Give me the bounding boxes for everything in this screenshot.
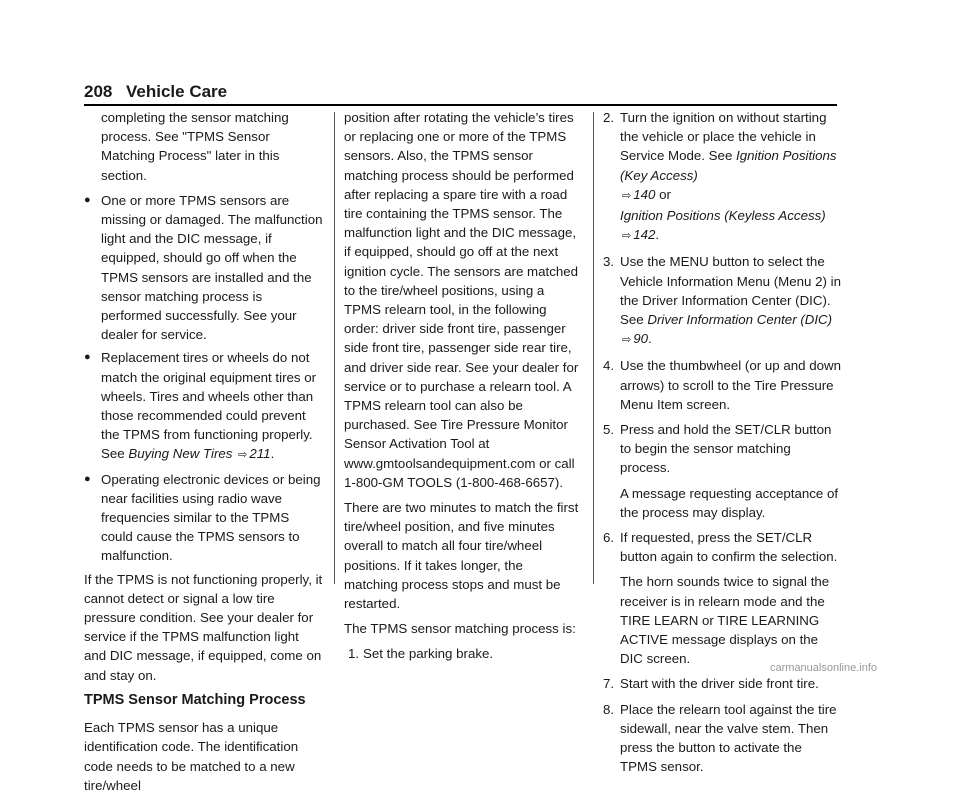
paragraph: If the TPMS is not functioning properly, it cannot detect or signal a low tire pressure condition. See your dealer for service if the TPMS malfunction light and DIC message, if equipped, come on and stay on. — [84, 571, 323, 683]
column-1 — [84, 108, 324, 801]
bullet-icon: ● — [84, 351, 91, 364]
step-item — [344, 644, 580, 663]
bullet-text: Replacement tires or wheels do not match the original equipment tires or wheels. Tires and wheels other than those recommended could prevent the TPMS from functioning properly. See — [101, 350, 317, 462]
cross-reference-link[interactable]: Ignition Positions (Keyless Access) — [620, 208, 826, 224]
step-text: Use the thumbwheel (or up and down arrows) to scroll to the Tire Pressure Menu Item screen. — [620, 358, 842, 412]
step-number: 3. — [603, 254, 615, 270]
step-text: Start with the driver side front tire. — [620, 676, 819, 692]
cross-reference-link[interactable]: Ignition Positions (Key Access) — [620, 148, 837, 183]
bullet-text: One or more TPMS sensors are missing or damaged. The malfunction light and the DIC message, if equipped, should go off when the TPMS sensors are installed and the sensor matching process is performed successfully. See your dealer for service. — [101, 192, 323, 343]
page-reference[interactable]: 211 — [249, 446, 271, 462]
column-3 — [603, 108, 841, 783]
bullet-icon: ● — [84, 472, 91, 485]
cross-reference-link[interactable]: Driver Information Center (DIC) — [647, 312, 833, 328]
subsection-heading: TPMS Sensor Matching Process — [84, 691, 306, 708]
step-number: 2. — [603, 110, 615, 125]
continuation-text: completing the sensor matching process. See "TPMS Sensor Matching Process" later in this section. — [101, 110, 289, 183]
page-reference[interactable]: 142 — [633, 227, 656, 243]
page-header — [84, 82, 837, 106]
column-divider — [593, 112, 594, 584]
step-number: 1. — [348, 646, 360, 662]
page-number: 208 — [84, 82, 113, 101]
step-item — [603, 108, 841, 246]
step-item — [603, 528, 841, 566]
step-text: Place the relearn tool against the tire sidewall, near the valve stem. Then press the button to activate the TPMS sensor. — [620, 701, 837, 775]
step-item — [603, 252, 841, 350]
page-ref-arrow-icon: ⇨ — [622, 230, 632, 243]
step-number: 6. — [603, 530, 615, 546]
punctuation: . — [655, 227, 660, 243]
column-divider — [334, 112, 335, 584]
paragraph: The TPMS sensor matching process is: — [344, 621, 576, 637]
step-item — [603, 356, 841, 414]
step-item — [603, 674, 841, 693]
step-text: Set the parking brake. — [363, 646, 494, 662]
page-ref-arrow-icon: ⇨ — [622, 334, 632, 347]
bullet-text: Operating electronic devices or being near facilities using radio wave frequencies similar to the TPMS could cause the TPMS sensors to malfunction. — [101, 471, 321, 564]
header-rule — [84, 104, 837, 106]
step-number: 7. — [603, 676, 615, 692]
bullet-item — [84, 470, 324, 566]
column-2 — [344, 108, 580, 670]
step-text: Use the MENU button to select the Vehicle Information Menu (Menu 2) in the Driver Information Center (DIC). See — [620, 254, 841, 328]
step-number: 4. — [603, 358, 615, 374]
page-ref-arrow-icon: ⇨ — [238, 449, 248, 462]
step-note: A message requesting acceptance of the process may display. — [620, 485, 839, 520]
bullet-item — [84, 191, 324, 345]
bullet-icon: ● — [84, 193, 91, 206]
step-item — [603, 700, 841, 777]
page-reference[interactable]: 90 — [633, 331, 649, 347]
page-reference[interactable]: 140 — [633, 186, 656, 202]
watermark: carmanualsonline.info — [770, 662, 878, 674]
paragraph: Each TPMS sensor has a unique identification code. The identification code needs to be matched to a new tire/wheel — [84, 720, 299, 793]
step-item — [603, 420, 841, 478]
conjunction: or — [655, 186, 671, 202]
cross-reference-link[interactable]: Buying New Tires — [128, 446, 233, 462]
bullet-item — [84, 348, 324, 465]
step-text: Turn the ignition on without starting the vehicle or place the vehicle in Service Mode. See — [620, 110, 827, 164]
step-text: Press and hold the SET/CLR button to begin the sensor matching process. — [620, 422, 832, 476]
section-title: Vehicle Care — [126, 82, 228, 101]
paragraph: There are two minutes to match the first tire/wheel position, and five minutes overall to match all four tire/wheel positions. If it takes longer, the matching process stops and must be restarted. — [344, 500, 579, 612]
paragraph: position after rotating the vehicle’s tires or replacing one or more of the TPMS sensors. Also, the TPMS sensor matching process should be performed after replacing a spare tire with a road tire containing the TPMS sensor. The malfunction light and the DIC message, if equipped, should go off at the next ignition cycle. The sensors are matched to the tire/wheel positions, using a TPMS relearn tool, in the following order: driver side front tire, passenger side front tire, passenger side rear tire, and driver side rear. See your dealer for service or to purchase a relearn tool. A TPMS relearn tool can also be purchased. See Tire Pressure Monitor Sensor Activation Tool at www.gmtoolsandequipment.com or call 1-800-GM TOOLS (1-800-468-6657). — [344, 110, 579, 490]
step-number: 8. — [603, 701, 615, 717]
step-number: 5. — [603, 422, 615, 438]
page-ref-arrow-icon: ⇨ — [622, 189, 632, 202]
step-text: If requested, press the SET/CLR button again to confirm the selection. — [620, 530, 838, 565]
punctuation: . — [648, 331, 652, 347]
punctuation: . — [270, 446, 275, 462]
step-note: The horn sounds twice to signal the receiver is in relearn mode and the TIRE LEARN or TIRE LEARNING ACTIVE message displays on the DIC screen. — [620, 574, 830, 667]
